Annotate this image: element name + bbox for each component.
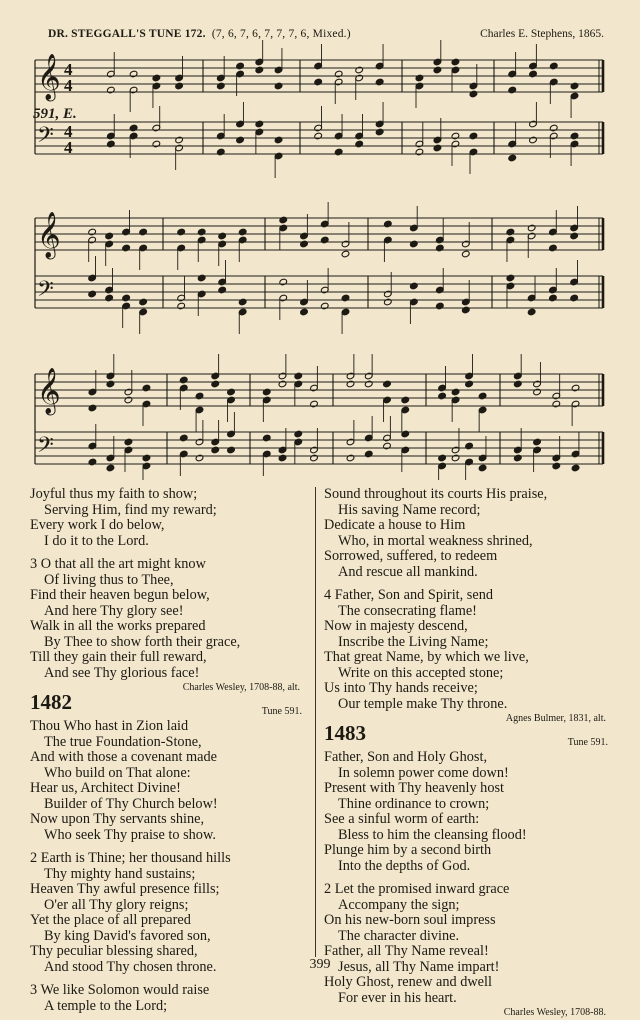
hymn-line: Jesus, all Thy Name impart! [338, 958, 500, 975]
note-head [300, 308, 309, 316]
tune-meter: (7, 6, 7, 6, 7, 7, 7, 6, Mixed.) [211, 28, 351, 40]
note-head [314, 132, 323, 140]
note-head [451, 388, 460, 396]
note-head [278, 454, 287, 462]
note-head [216, 82, 225, 90]
note-head [195, 454, 204, 462]
note-head [375, 128, 384, 136]
note-head [314, 78, 323, 86]
treble-clef: 𝄞 [37, 54, 61, 100]
note-head [106, 464, 115, 472]
treble-clef: 𝄞 [37, 212, 61, 258]
note-head [106, 380, 115, 388]
hymn-line: Sorrowed, suffered, to redeem [324, 548, 498, 564]
hymn-line: Thou Who hast in Zion laid [30, 718, 189, 734]
hymn-line: Yet the place of all prepared [30, 912, 191, 928]
note-head [415, 74, 424, 82]
note-head [124, 396, 133, 404]
note-head [218, 232, 227, 240]
note-head [478, 392, 487, 400]
hymn-1483-number: 1483 [324, 721, 366, 745]
note-head [300, 240, 309, 248]
note-head [255, 120, 264, 128]
note-head [346, 380, 355, 388]
note-head [529, 70, 538, 78]
time-signature-bottom: 4 [64, 138, 73, 157]
note-head [451, 454, 460, 462]
note-head [122, 244, 131, 252]
hymn-line: O'er all Thy glory reigns; [44, 896, 189, 913]
note-head [139, 298, 148, 306]
note-head [346, 454, 355, 462]
music-score [0, 0, 640, 480]
note-head [274, 136, 283, 144]
hymn-line: Plunge him by a second birth [324, 842, 492, 858]
hymn-line: Till they gain their full reward, [30, 649, 207, 665]
hymn-line: His saving Name record; [338, 501, 481, 518]
note-head [334, 70, 343, 78]
bass-clef: 𝄢 [37, 433, 54, 463]
note-head [355, 66, 364, 74]
hymn-line: Thy peculiar blessing shared, [30, 943, 198, 959]
hymn-line: That great Name, by which we live, [324, 649, 529, 665]
note-head [216, 148, 225, 156]
hymn-line: Thy mighty hand sustains; [44, 865, 196, 882]
note-head [571, 464, 580, 472]
hymn-line: Find their heaven begun below, [30, 587, 210, 603]
note-head [179, 376, 188, 384]
note-head [211, 446, 220, 454]
hymn-line: 3 We like Solomon would raise [30, 982, 210, 998]
note-head [570, 132, 579, 140]
hymn-line: Now upon Thy servants shine, [30, 811, 205, 827]
hymn-line: See a sinful worm of earth: [324, 811, 480, 827]
note-head [106, 86, 115, 94]
hymn-line: Into the depths of God. [338, 857, 471, 874]
note-head [279, 278, 288, 286]
note-head [179, 434, 188, 442]
hymn-1481-attribution: Charles Wesley, 1708-88, alt. [182, 682, 300, 693]
note-head [409, 240, 418, 248]
hymn-line: Walk in all the works prepared [30, 618, 206, 634]
hymn-line: Our temple make Thy throne. [338, 695, 508, 712]
note-head [549, 62, 558, 70]
note-head [570, 232, 579, 240]
hymn-line: Us into Thy hands receive; [324, 680, 478, 696]
note-head [175, 82, 184, 90]
note-head [197, 274, 206, 282]
note-head [105, 294, 114, 302]
time-signature-top: 4 [64, 122, 73, 141]
note-head [334, 148, 343, 156]
note-head [552, 400, 561, 408]
hymn-line: Hear us, Architect Divine! [30, 780, 181, 796]
note-head [105, 232, 114, 240]
note-head [508, 154, 517, 162]
note-head [549, 294, 558, 302]
bass-clef: 𝄢 [37, 277, 54, 307]
note-head [461, 306, 470, 314]
hymn-line: Sound throughout its courts His praise, [324, 486, 548, 502]
hymn-line: A temple to the Lord; [44, 997, 168, 1014]
note-head [177, 228, 186, 236]
hymn-line: Father, Son and Holy Ghost, [324, 749, 488, 765]
note-head [129, 70, 138, 78]
note-head [570, 294, 579, 302]
note-head [433, 144, 442, 152]
hymn-line: 2 Let the promised inward grace [324, 881, 510, 897]
hymn-line: Heaven Thy awful presence fills; [30, 881, 220, 897]
hymn-1481-continued [30, 487, 302, 681]
hymn-line: Bless to him the cleansing flood! [338, 826, 527, 843]
hymn-1482-attribution: Agnes Bulmer, 1831, alt. [505, 713, 606, 724]
note-head [549, 244, 558, 252]
note-head [139, 228, 148, 236]
note-head [469, 132, 478, 140]
note-head [236, 62, 245, 70]
hymn-line: Builder of Thy Church below! [44, 795, 218, 812]
time-signature-top: 4 [64, 60, 73, 79]
note-head [529, 136, 538, 144]
hymn-line: I do it to the Lord. [44, 532, 149, 549]
treble-clef: 𝄞 [37, 368, 61, 414]
note-head [571, 384, 580, 392]
note-head [383, 442, 392, 450]
note-head [255, 66, 264, 74]
note-head [469, 90, 478, 98]
page-number: 399 [309, 957, 331, 972]
column-divider [315, 487, 316, 957]
note-head [465, 442, 474, 450]
note-head [506, 274, 515, 282]
note-head [552, 462, 561, 470]
hymn-line: Who, in mortal weakness shrined, [338, 532, 533, 549]
hymn-1482-tune: Tune 591. [261, 706, 302, 717]
note-head [508, 86, 517, 94]
note-head [375, 78, 384, 86]
note-head [142, 384, 151, 392]
tune-number: 591, E. [33, 106, 77, 122]
note-head [88, 458, 97, 466]
hymn-line: The consecrating flame! [338, 602, 477, 619]
note-head [383, 220, 392, 228]
hymn-1483-attribution: Charles Wesley, 1708-88. [503, 1007, 606, 1018]
hymn-line: For ever in his heart. [338, 989, 457, 1006]
note-head [383, 380, 392, 388]
note-head [506, 228, 515, 236]
note-head [438, 392, 447, 400]
hymn-line: 4 Father, Son and Spirit, send [324, 587, 493, 603]
tune-composer: Charles E. Stephens, 1865. [480, 28, 604, 40]
note-head [274, 82, 283, 90]
note-head [278, 380, 287, 388]
note-head [129, 124, 138, 132]
hymn-1482-number: 1482 [30, 690, 72, 714]
hymn-line: In solemn power come down! [338, 764, 509, 781]
note-head [238, 228, 247, 236]
hymn-line: The character divine. [338, 927, 460, 944]
note-head [294, 372, 303, 380]
note-head [88, 290, 97, 298]
note-head [262, 388, 271, 396]
right-column [324, 487, 608, 1020]
hymn-line: Joyful thus my faith to show; [30, 486, 198, 502]
note-head [364, 380, 373, 388]
note-head [175, 136, 184, 144]
note-head [124, 438, 133, 446]
note-head [438, 454, 447, 462]
hymn-line: And stood Thy chosen throne. [44, 958, 217, 975]
note-head [341, 294, 350, 302]
note-head [218, 286, 227, 294]
note-head [570, 82, 579, 90]
note-head [279, 216, 288, 224]
note-head [227, 446, 236, 454]
left-column [30, 487, 302, 1014]
note-head [320, 302, 329, 310]
note-head [122, 294, 131, 302]
note-head [435, 302, 444, 310]
hymn-line: Serving Him, find my reward; [44, 501, 217, 518]
note-head [227, 388, 236, 396]
hymn-line: Write on this accepted stone; [338, 664, 504, 681]
tune-title: DR. STEGGALL'S TUNE 172. [48, 28, 206, 40]
note-head [88, 228, 97, 236]
note-head [142, 454, 151, 462]
hymn-line: And with those a covenant made [30, 749, 217, 765]
note-head [527, 224, 536, 232]
note-head [435, 244, 444, 252]
note-head [262, 434, 271, 442]
hymn-1483-heading [324, 721, 608, 750]
note-head [451, 132, 460, 140]
note-head [341, 250, 350, 258]
hymn-line: And see Thy glorious face! [44, 664, 200, 681]
hymn-line: 3 O that all the art might know [30, 556, 206, 572]
note-head [401, 396, 410, 404]
note-head [533, 388, 542, 396]
note-head [355, 140, 364, 148]
hymn-line: Accompany the sign; [338, 896, 460, 913]
hymn-line: Inscribe the Living Name; [338, 633, 489, 650]
note-head [513, 380, 522, 388]
note-head [152, 74, 161, 82]
note-head [451, 58, 460, 66]
note-head [533, 438, 542, 446]
note-head [513, 454, 522, 462]
note-head [310, 400, 319, 408]
hymn-line: And rescue all mankind. [338, 563, 478, 580]
hymn-1483-tune: Tune 591. [567, 737, 608, 748]
note-head [527, 308, 536, 316]
hymn-line: By king David's favored son, [44, 927, 211, 944]
note-head [320, 236, 329, 244]
hymn-line: On his new-born soul impress [324, 912, 496, 928]
note-head [177, 302, 186, 310]
note-head [465, 380, 474, 388]
hymn-line: Father, all Thy Name reveal! [324, 943, 489, 959]
note-head [106, 140, 115, 148]
note-head [294, 430, 303, 438]
note-head [409, 282, 418, 290]
note-head [211, 380, 220, 388]
note-head [195, 392, 204, 400]
time-signature-bottom: 4 [64, 76, 73, 95]
note-head [197, 228, 206, 236]
note-head [433, 66, 442, 74]
hymn-1482-heading [30, 690, 302, 719]
note-head [383, 298, 392, 306]
note-head [549, 124, 558, 132]
hymn-line: And here Thy glory see! [44, 602, 184, 619]
hymn-line: Who build on That alone: [44, 764, 191, 781]
note-head [152, 140, 161, 148]
hymn-line: The true Foundation-Stone, [44, 733, 202, 750]
note-head [364, 450, 373, 458]
note-head [310, 454, 319, 462]
note-head [238, 298, 247, 306]
note-head [415, 148, 424, 156]
hymn-line: Present with Thy heavenly host [324, 780, 505, 796]
hymn-line: Who seek Thy praise to show. [44, 826, 216, 843]
note-head [236, 136, 245, 144]
hymn-line: Of living thus to Thee, [44, 571, 174, 588]
note-head [461, 250, 470, 258]
hymn-1482-continued [324, 487, 608, 712]
bass-clef: 𝄢 [37, 123, 54, 153]
hymn-line: Thine ordinance to crown; [338, 795, 490, 812]
hymn-line: By Thee to show forth their grace, [44, 633, 241, 650]
hymn-line: Now in majesty descend, [324, 618, 468, 634]
note-head [88, 404, 97, 412]
hymn-line: Holy Ghost, renew and dwell [324, 974, 492, 990]
note-head [478, 464, 487, 472]
hymn-line: 2 Earth is Thine; her thousand hills [30, 850, 231, 866]
hymn-line: Every work I do below, [30, 517, 165, 533]
hymn-line: Dedicate a house to Him [324, 517, 466, 533]
